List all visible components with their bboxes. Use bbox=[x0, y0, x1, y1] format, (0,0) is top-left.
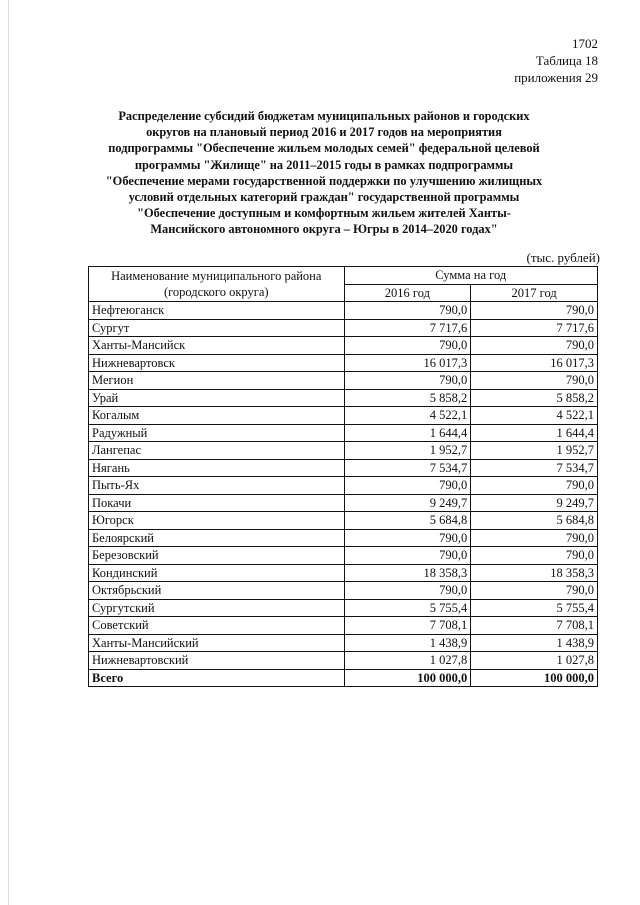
title-line: "Обеспечение мерами государственной поддержки по улучшению жилищных bbox=[105, 173, 543, 188]
table-row bbox=[89, 617, 598, 635]
value-2016-cell: 7 534,7 bbox=[344, 459, 471, 477]
municipality-cell: Ханты-Мансийск bbox=[89, 337, 345, 355]
value-2016-cell: 790,0 bbox=[344, 477, 471, 495]
value-2016-cell: 790,0 bbox=[344, 337, 471, 355]
municipality-cell: Нижневартовский bbox=[89, 652, 345, 670]
value-2017-cell: 5 755,4 bbox=[471, 599, 598, 617]
value-2016-cell: 790,0 bbox=[344, 302, 471, 320]
subsidy-table bbox=[88, 266, 598, 687]
table-row bbox=[89, 599, 598, 617]
table-row bbox=[89, 512, 598, 530]
table-row bbox=[89, 407, 598, 425]
value-2017-cell: 100 000,0 bbox=[471, 669, 598, 687]
table-row bbox=[89, 564, 598, 582]
value-2016-cell: 100 000,0 bbox=[344, 669, 471, 687]
value-2017-cell: 790,0 bbox=[471, 547, 598, 565]
table-row bbox=[89, 459, 598, 477]
value-2016-cell: 1 027,8 bbox=[344, 652, 471, 670]
value-2017-cell: 790,0 bbox=[471, 582, 598, 600]
value-2016-cell: 790,0 bbox=[344, 582, 471, 600]
value-2016-cell: 790,0 bbox=[344, 372, 471, 390]
value-2017-cell: 7 708,1 bbox=[471, 617, 598, 635]
value-2017-cell: 18 358,3 bbox=[471, 564, 598, 582]
value-2017-cell: 7 717,6 bbox=[471, 319, 598, 337]
title-line: подпрограммы "Обеспечение жильем молодых семей" федеральной целевой bbox=[108, 141, 540, 156]
value-2017-cell: 7 534,7 bbox=[471, 459, 598, 477]
municipality-cell: Сургут bbox=[89, 319, 345, 337]
value-2017-cell: 790,0 bbox=[471, 477, 598, 495]
title-line: "Обеспечение доступным и комфортным жильем жителей Ханты- bbox=[137, 206, 511, 221]
value-2017-cell: 9 249,7 bbox=[471, 494, 598, 512]
title-line: Мансийского автономного округа – Югры в 2014–2020 годах" bbox=[150, 222, 498, 237]
municipality-cell: Всего bbox=[89, 669, 345, 687]
municipality-cell: Березовский bbox=[89, 547, 345, 565]
value-2016-cell: 5 755,4 bbox=[344, 599, 471, 617]
table-row bbox=[89, 582, 598, 600]
table-header-row bbox=[89, 267, 598, 285]
table-row bbox=[89, 372, 598, 390]
header-municipality-line1: Наименование муниципального района bbox=[111, 269, 322, 283]
value-2016-cell: 16 017,3 bbox=[344, 354, 471, 372]
value-2017-cell: 790,0 bbox=[471, 302, 598, 320]
value-2016-cell: 7 708,1 bbox=[344, 617, 471, 635]
municipality-cell: Югорск bbox=[89, 512, 345, 530]
value-2016-cell: 1 644,4 bbox=[344, 424, 471, 442]
value-2016-cell: 1 438,9 bbox=[344, 634, 471, 652]
header-2016: 2016 год bbox=[344, 284, 471, 302]
value-2017-cell: 1 952,7 bbox=[471, 442, 598, 460]
header-sum: Сумма на год bbox=[344, 267, 597, 285]
table-row bbox=[89, 547, 598, 565]
value-2016-cell: 5 684,8 bbox=[344, 512, 471, 530]
value-2016-cell: 5 858,2 bbox=[344, 389, 471, 407]
municipality-cell: Октябрьский bbox=[89, 582, 345, 600]
page-number: 1702 bbox=[572, 36, 598, 51]
document-title bbox=[86, 108, 562, 238]
municipality-cell: Пыть-Ях bbox=[89, 477, 345, 495]
title-line: округов на плановый период 2016 и 2017 годов на мероприятия bbox=[146, 125, 502, 140]
title-line: программы "Жилище" на 2011–2015 годы в рамках подпрограммы bbox=[134, 157, 514, 172]
table-row bbox=[89, 477, 598, 495]
value-2016-cell: 790,0 bbox=[344, 529, 471, 547]
table-reference bbox=[514, 52, 598, 86]
table-row bbox=[89, 652, 598, 670]
municipality-cell: Нягань bbox=[89, 459, 345, 477]
table-row bbox=[89, 494, 598, 512]
municipality-cell: Покачи bbox=[89, 494, 345, 512]
table-row bbox=[89, 319, 598, 337]
municipality-cell: Урай bbox=[89, 389, 345, 407]
municipality-cell: Сургутский bbox=[89, 599, 345, 617]
table-total-row bbox=[89, 669, 598, 687]
table-row bbox=[89, 302, 598, 320]
value-2017-cell: 790,0 bbox=[471, 529, 598, 547]
value-2017-cell: 5 858,2 bbox=[471, 389, 598, 407]
header-2017: 2017 год bbox=[471, 284, 598, 302]
table-row bbox=[89, 529, 598, 547]
municipality-cell: Ханты-Мансийский bbox=[89, 634, 345, 652]
header-municipality bbox=[89, 267, 345, 302]
table-row bbox=[89, 337, 598, 355]
value-2017-cell: 1 027,8 bbox=[471, 652, 598, 670]
table-row bbox=[89, 354, 598, 372]
value-2016-cell: 790,0 bbox=[344, 547, 471, 565]
title-line: Распределение субсидий бюджетам муниципальных районов и городских bbox=[118, 109, 530, 123]
table-body bbox=[89, 302, 598, 687]
value-2017-cell: 1 644,4 bbox=[471, 424, 598, 442]
municipality-cell: Советский bbox=[89, 617, 345, 635]
value-2017-cell: 790,0 bbox=[471, 372, 598, 390]
title-line: условий отдельных категорий граждан" государственной программы bbox=[128, 190, 520, 205]
header-municipality-line2: (городского округа) bbox=[163, 285, 269, 299]
municipality-cell: Белоярский bbox=[89, 529, 345, 547]
municipality-cell: Лангепас bbox=[89, 442, 345, 460]
table-row bbox=[89, 389, 598, 407]
value-2016-cell: 4 522,1 bbox=[344, 407, 471, 425]
value-2017-cell: 16 017,3 bbox=[471, 354, 598, 372]
unit-label: (тыс. рублей) bbox=[526, 250, 600, 265]
value-2017-cell: 5 684,8 bbox=[471, 512, 598, 530]
table-row bbox=[89, 424, 598, 442]
municipality-cell: Мегион bbox=[89, 372, 345, 390]
table-ref-line: Таблица 18 bbox=[535, 53, 598, 68]
table-row bbox=[89, 634, 598, 652]
municipality-cell: Кондинский bbox=[89, 564, 345, 582]
value-2016-cell: 9 249,7 bbox=[344, 494, 471, 512]
table-row bbox=[89, 442, 598, 460]
municipality-cell: Нижневартовск bbox=[89, 354, 345, 372]
municipality-cell: Когалым bbox=[89, 407, 345, 425]
value-2017-cell: 1 438,9 bbox=[471, 634, 598, 652]
municipality-cell: Нефтеюганск bbox=[89, 302, 345, 320]
municipality-cell: Радужный bbox=[89, 424, 345, 442]
value-2016-cell: 7 717,6 bbox=[344, 319, 471, 337]
table-ref-line: приложения 29 bbox=[514, 70, 598, 85]
page-margin-line bbox=[8, 0, 9, 905]
value-2016-cell: 18 358,3 bbox=[344, 564, 471, 582]
value-2016-cell: 1 952,7 bbox=[344, 442, 471, 460]
value-2017-cell: 790,0 bbox=[471, 337, 598, 355]
value-2017-cell: 4 522,1 bbox=[471, 407, 598, 425]
